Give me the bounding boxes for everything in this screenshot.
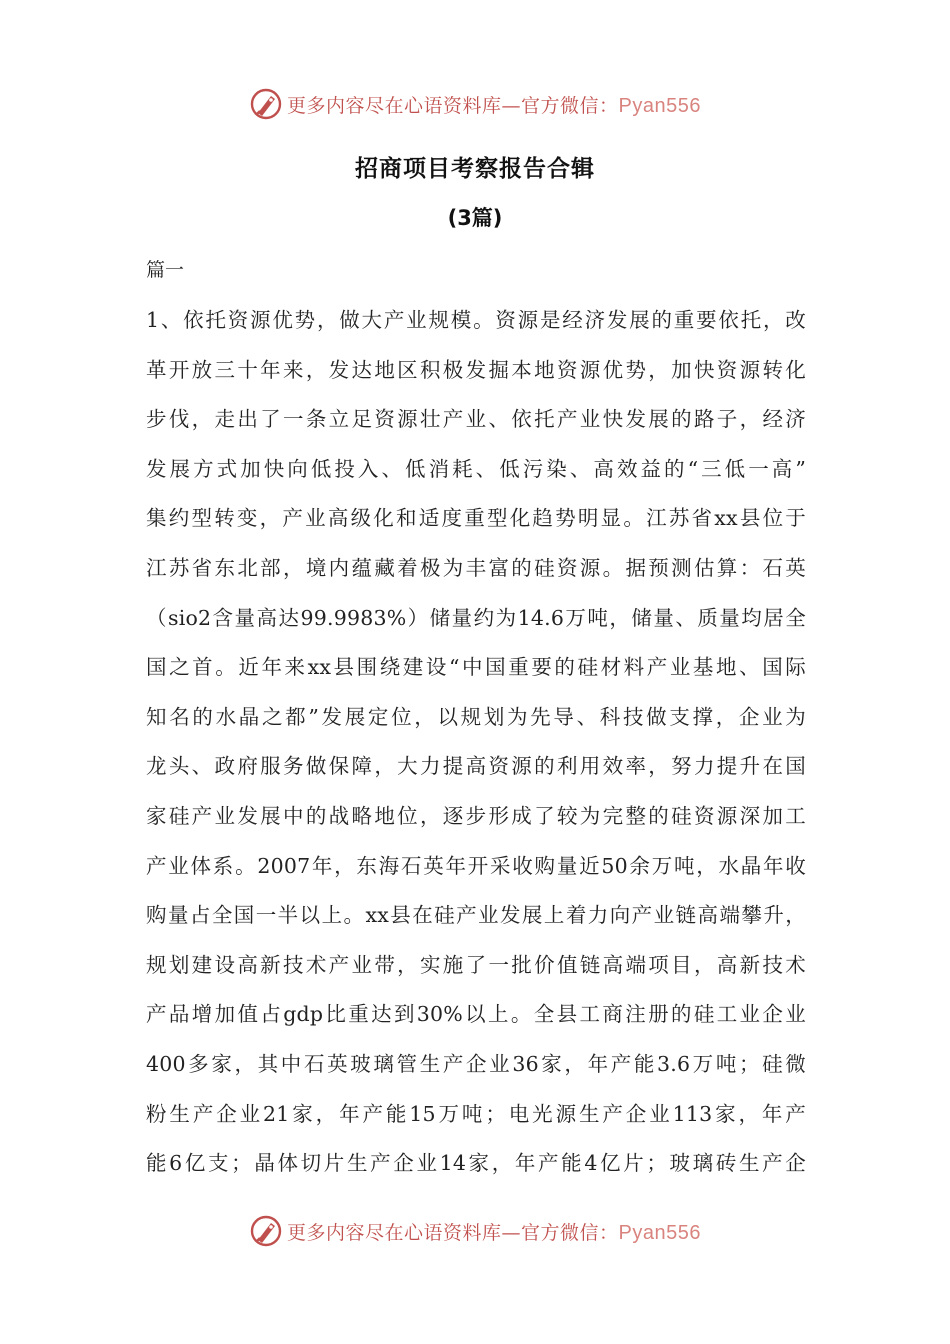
text-line: 革开放三十年来，发达地区积极发掘本地资源优势，加快资源转化 [146, 357, 806, 382]
document-title: 招商项目考察报告合辑 [355, 156, 595, 182]
banner-text: 更多内容尽在心语资料库—官方微信：Pyan556 [287, 1221, 701, 1244]
header-watermark-banner [0, 84, 950, 124]
text-line: 粉生产企业21家，年产能15万吨；电光源生产企业113家，年产 [146, 1101, 806, 1126]
text-line: 400多家，其中石英玻璃管生产企业36家，年产能3.6万吨；硅微 [146, 1051, 806, 1076]
wechat-id: Pyan556 [618, 1221, 701, 1244]
pen-nib-icon [249, 1214, 283, 1248]
wechat-id: Pyan556 [618, 94, 701, 117]
text-line: 规划建设高新技术产业带，实施了一批价值链高端项目，高新技术 [146, 952, 806, 977]
document-subtitle: (3篇) [447, 206, 503, 230]
section-heading: 篇一 [146, 259, 185, 281]
text-line: 购量占全国一半以上。xx县在硅产业发展上着力向产业链高端攀升， [146, 903, 806, 928]
pen-nib-icon [249, 87, 283, 121]
text-line: 江苏省东北部，境内蕴藏着极为丰富的硅资源。据预测估算：石英 [146, 555, 806, 580]
text-line: 能6亿支；晶体切片生产企业14家，年产能4亿片；玻璃砖生产企 [146, 1151, 806, 1176]
text-line: （sio2含量高达99.9983%）储量约为14.6万吨，储量、质量均居全 [146, 605, 806, 630]
text-line: 龙头、政府服务做保障，大力提高资源的利用效率，努力提升在国 [146, 754, 806, 779]
text-line: 产业体系。2007年，东海石英年开采收购量近50余万吨，水晶年收 [146, 853, 806, 878]
text-line: 1、依托资源优势，做大产业规模。资源是经济发展的重要依托，改 [146, 308, 806, 332]
text-line: 发展方式加快向低投入、低消耗、低污染、高效益的“三低一高” [146, 456, 806, 481]
text-line: 家硅产业发展中的战略地位，逐步形成了较为完整的硅资源深加工 [146, 803, 806, 828]
footer-watermark-banner [0, 1211, 950, 1251]
text-line: 步伐，走出了一条立足资源壮产业、依托产业快发展的路子，经济 [146, 407, 806, 432]
banner-text: 更多内容尽在心语资料库—官方微信：Pyan556 [287, 94, 701, 117]
text-line: 集约型转变，产业高级化和适度重型化趋势明显。江苏省xx县位于 [146, 506, 806, 531]
text-line: 产品增加值占gdp比重达到30%以上。全县工商注册的硅工业企业 [146, 1002, 806, 1027]
body-paragraph [146, 296, 806, 1189]
text-line: 国之首。近年来xx县围绕建设“中国重要的硅材料产业基地、国际 [146, 655, 806, 680]
text-line: 知名的水晶之都”发展定位，以规划为先导、科技做支撑，企业为 [146, 704, 806, 729]
